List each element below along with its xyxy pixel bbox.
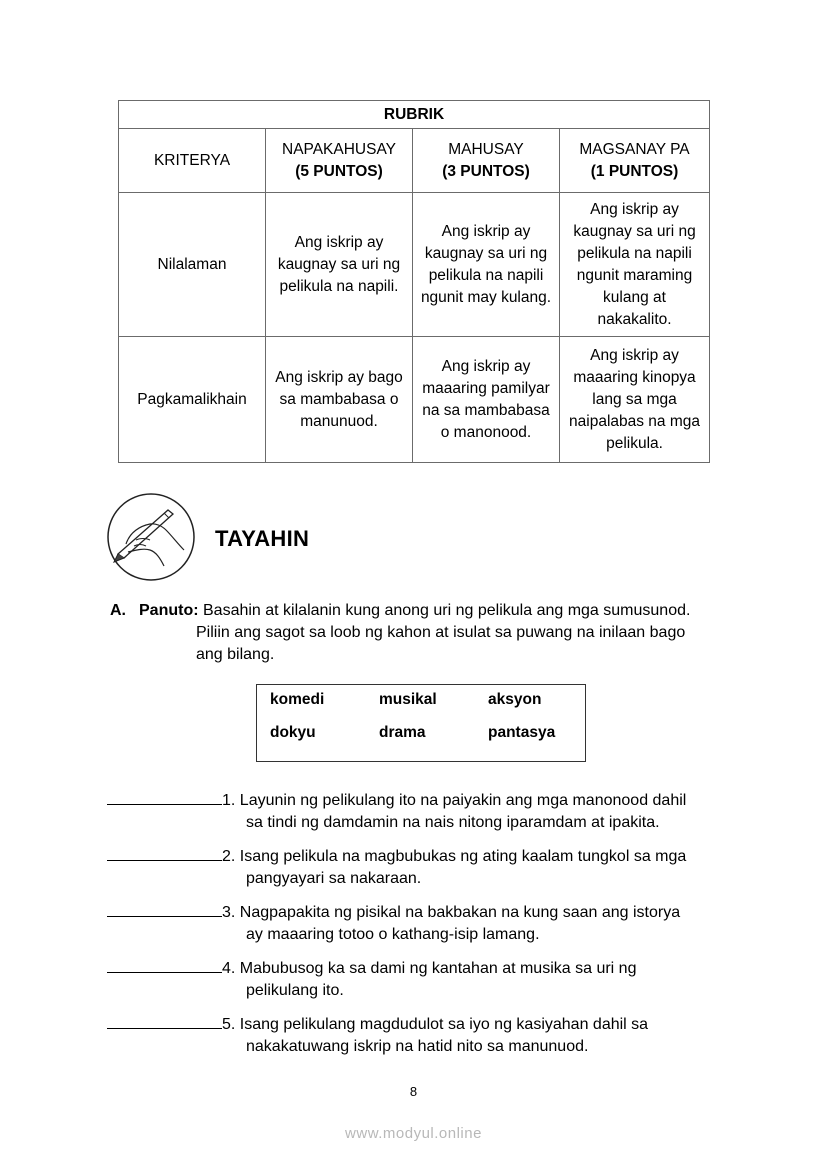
choice-item: drama (379, 724, 426, 741)
choice-item: komedi (270, 691, 325, 708)
answer-blank[interactable] (107, 901, 222, 917)
question-text-cont: sa tindi ng damdamin na nais nitong iparamdam at ipakita. (246, 814, 660, 831)
question-text: 1. Layunin ng pelikulang ito na paiyakin ang mga manonood dahil (222, 792, 687, 809)
page-number: 8 (409, 1084, 418, 1099)
choices-box (256, 684, 586, 762)
question-text: 3. Nagpapakita ng pisikal na bakbakan na kung saan ang istorya (222, 904, 681, 921)
rubric-title: RUBRIK (119, 101, 710, 129)
instructions-label: Panuto: (139, 602, 199, 619)
header-points: (1 PUNTOS) (590, 162, 679, 180)
instructions-line: Piliin ang sagot sa loob ng kahon at isulat sa puwang na inilaan bago (196, 624, 686, 641)
question-text: 4. Mabubusog ka sa dami ng kantahan at musika sa uri ng (222, 960, 637, 977)
list-item (107, 845, 747, 890)
header-excellent (266, 129, 413, 193)
question-list (107, 789, 747, 1069)
question-text: 2. Isang pelikula na magbubukas ng ating kaalam tungkol sa mga (222, 848, 687, 865)
choice-item: musikal (379, 691, 437, 708)
header-label: MAHUSAY (448, 140, 524, 158)
table-row (119, 193, 710, 337)
list-item (107, 1013, 747, 1058)
header-good (413, 129, 560, 193)
rubric-cell: Ang iskrip ay kaugnay sa uri ng pelikula na napili ngunit may kulang. (413, 193, 560, 337)
answer-blank[interactable] (107, 845, 222, 861)
rubric-cell: Ang iskrip ay kaugnay sa uri ng pelikula na napili ngunit maraming kulang at nakakalito. (560, 193, 710, 337)
header-label: KRITERYA (153, 151, 231, 169)
header-points: (5 PUNTOS) (295, 162, 383, 180)
header-points: (3 PUNTOS) (442, 162, 530, 180)
section-letter: A. (110, 602, 126, 619)
header-label: NAPAKAHUSAY (282, 140, 396, 158)
question-text: 5. Isang pelikulang magdudulot sa iyo ng kasiyahan dahil sa (222, 1016, 649, 1033)
rubric-table (118, 100, 710, 463)
answer-blank[interactable] (107, 1013, 222, 1029)
instructions-line: ang bilang. (196, 646, 275, 663)
criterion-cell: Nilalaman (119, 193, 266, 337)
choice-item: dokyu (270, 724, 316, 741)
list-item (107, 901, 747, 946)
table-row (119, 337, 710, 463)
question-text-cont: pelikulang ito. (246, 982, 344, 999)
choice-item: pantasya (488, 724, 556, 741)
question-text-cont: ay maaaring totoo o kathang-isip lamang. (246, 926, 540, 943)
list-item (107, 789, 747, 834)
rubric-cell: Ang iskrip ay kaugnay sa uri ng pelikula na napili. (266, 193, 413, 337)
question-text-cont: nakakatuwang iskrip na hatid nito sa manunuod. (246, 1038, 589, 1055)
section-title: TAYAHIN (215, 526, 310, 551)
choice-item: aksyon (488, 691, 542, 708)
rubric-cell: Ang iskrip ay bago sa mambabasa o manunuod. (266, 337, 413, 463)
instructions (110, 600, 740, 666)
list-item (107, 957, 747, 1002)
instructions-line: Basahin at kilalanin kung anong uri ng pelikula ang mga sumusunod. (203, 602, 691, 619)
header-criteria (119, 129, 266, 193)
answer-blank[interactable] (107, 957, 222, 973)
question-text-cont: pangyayari sa nakaraan. (246, 870, 422, 887)
criterion-cell: Pagkamalikhain (119, 337, 266, 463)
hand-writing-pencil-icon (106, 492, 196, 582)
rubric-cell: Ang iskrip ay maaaring pamilyar na sa mambabasa o manonood. (413, 337, 560, 463)
header-label: MAGSANAY PA (579, 140, 690, 158)
answer-blank[interactable] (107, 789, 222, 805)
rubric-cell: Ang iskrip ay maaaring kinopya lang sa mga naipalabas na mga pelikula. (560, 337, 710, 463)
watermark: www.modyul.online (345, 1125, 482, 1142)
header-needs-practice (560, 129, 710, 193)
